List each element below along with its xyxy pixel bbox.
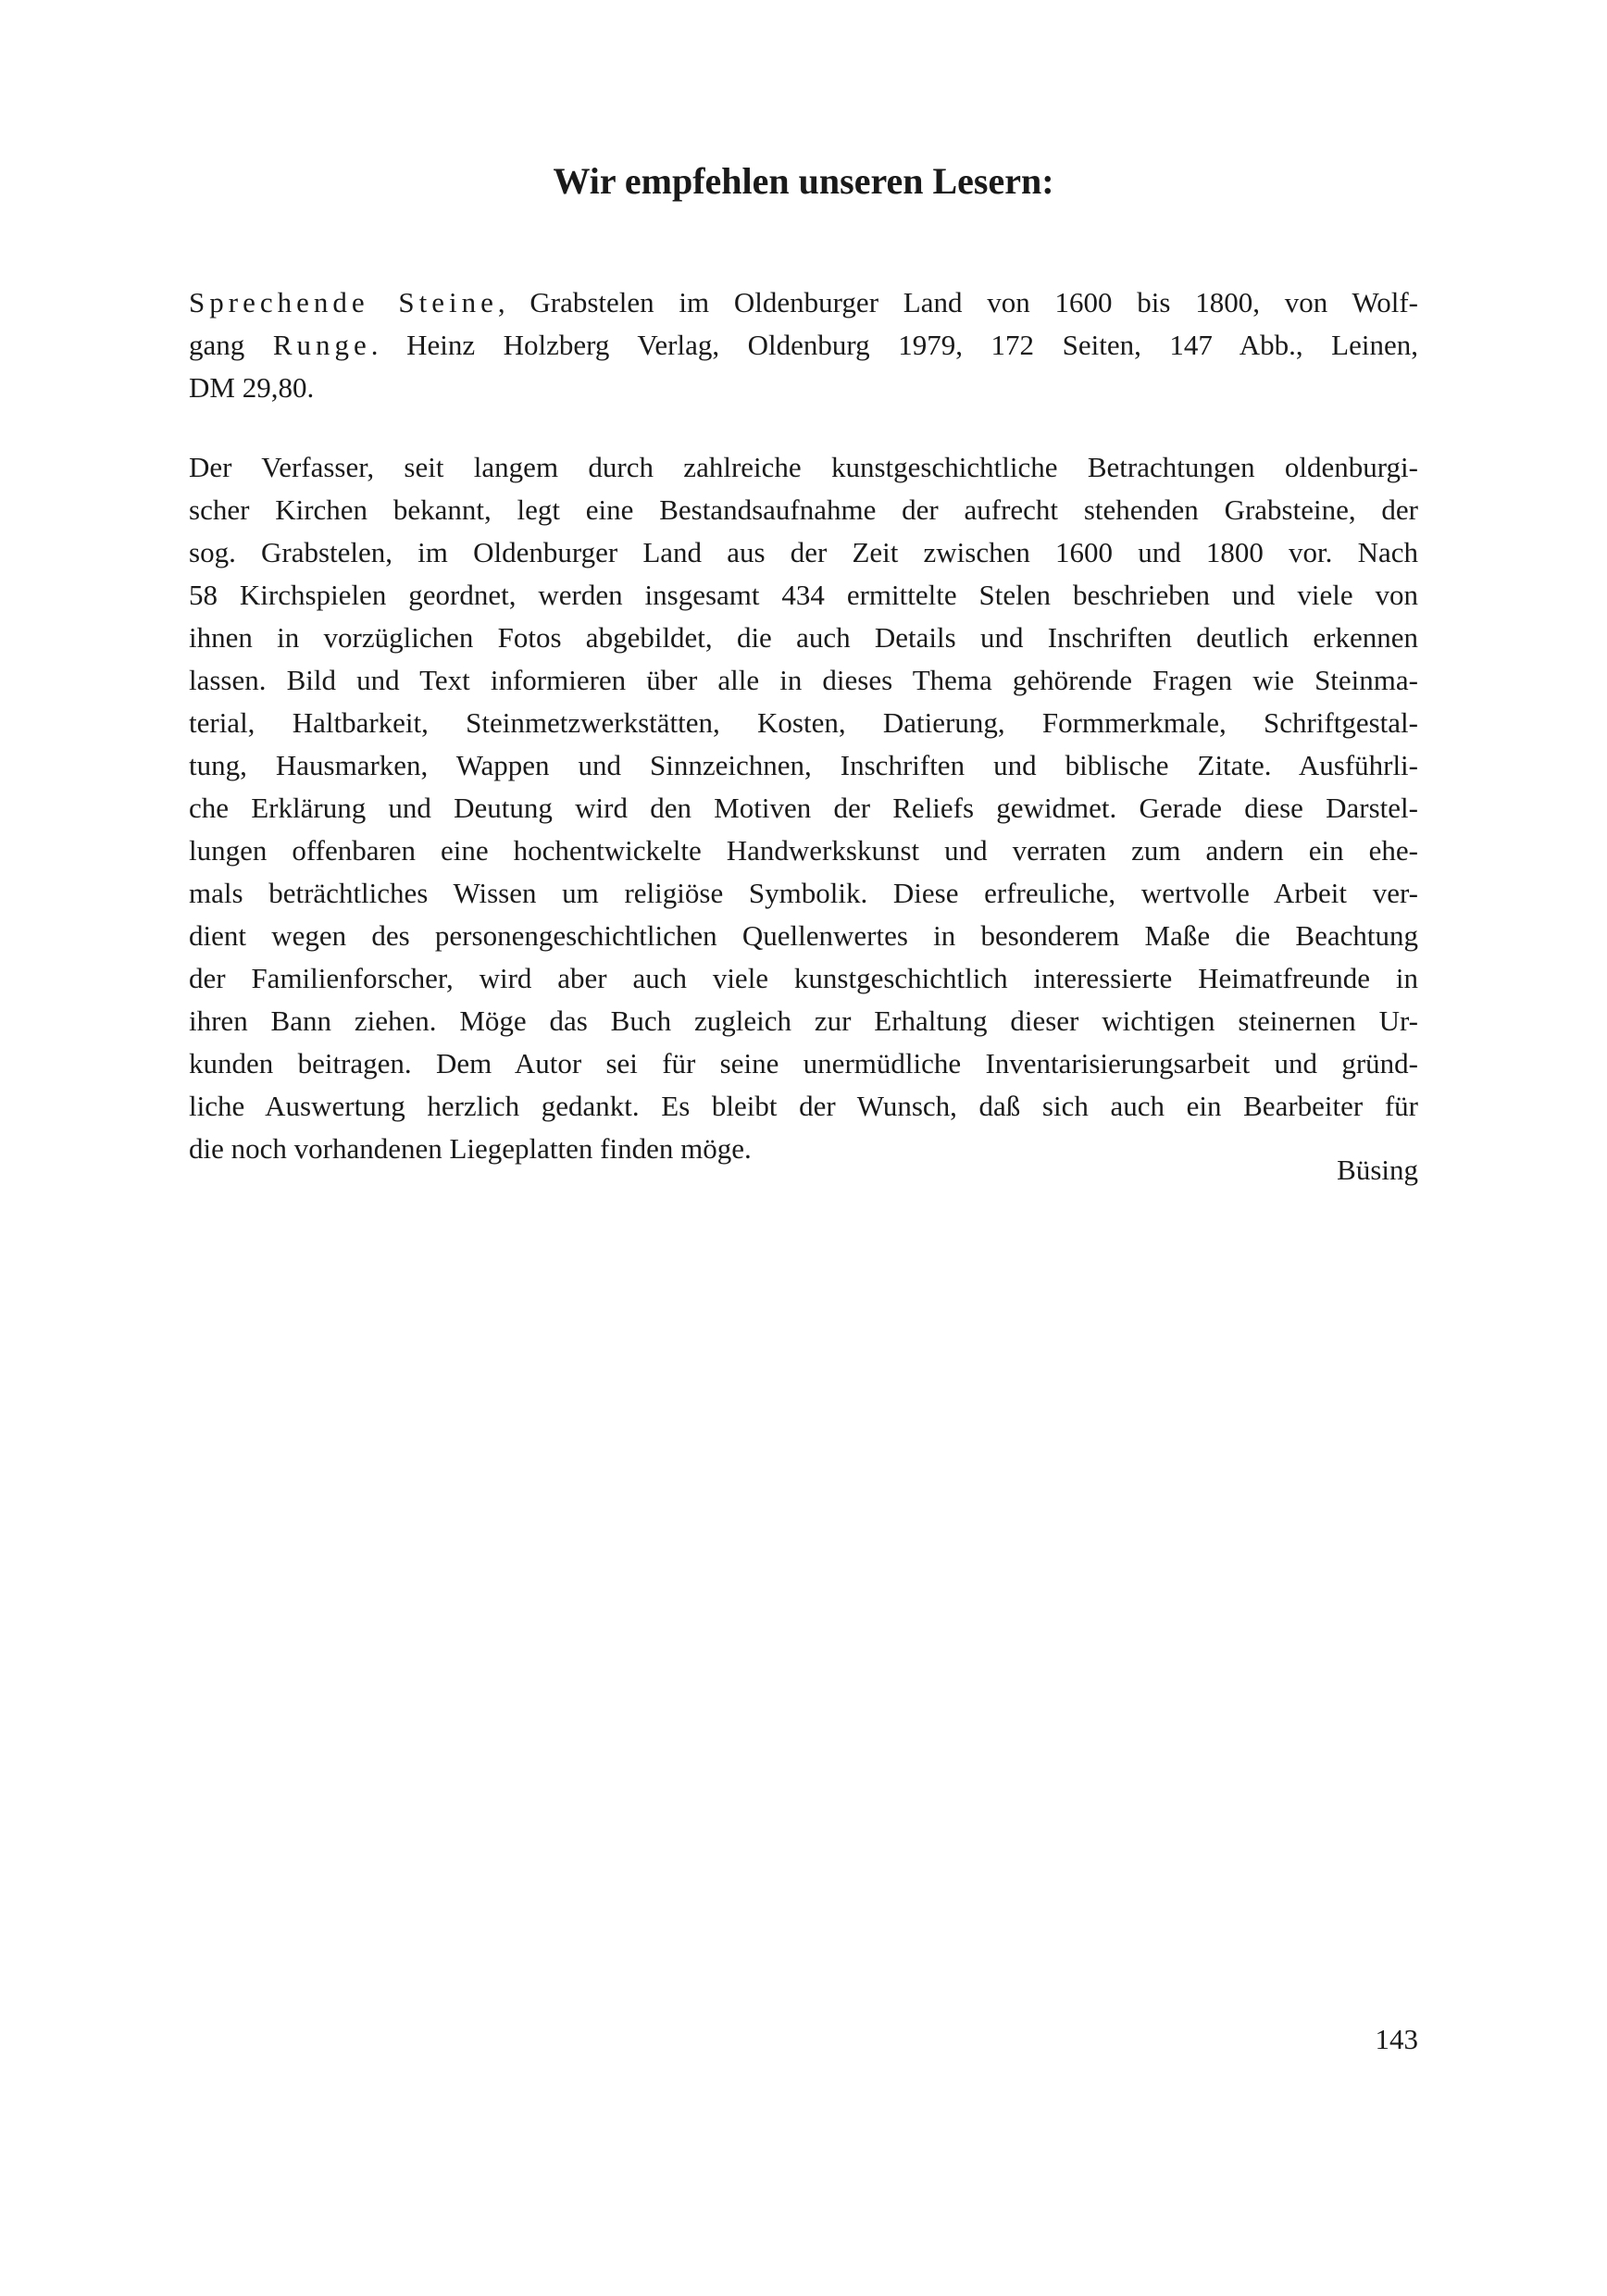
- book-author: Runge: [272, 329, 371, 361]
- page-title: Wir empfehlen unseren Lesern:: [553, 160, 1054, 202]
- reviewer-signature: Büsing: [1337, 1154, 1418, 1186]
- review-line: scher Kirchen bekannt, legt eine Bestandsaufnahme der aufrecht stehenden Grabsteine, der: [189, 493, 1418, 526]
- review-line: sog. Grabstelen, im Oldenburger Land aus der Zeit zwischen 1600 und 1800 vor. Nach: [189, 536, 1418, 568]
- review-line: che Erklärung und Deutung wird den Motiven der Reliefs gewidmet. Gerade diese Darstel-: [189, 792, 1418, 824]
- review-line: 58 Kirchspielen geordnet, werden insgesamt 434 ermittelte Stelen beschrieben und viele von: [189, 579, 1418, 611]
- review-line: die noch vorhandenen Liegeplatten finden möge.: [189, 1132, 752, 1165]
- review-line: terial, Haltbarkeit, Steinmetzwerkstätten, Kosten, Datierung, Formmerkmale, Schriftgestal-: [189, 706, 1418, 739]
- book-citation: [189, 281, 1418, 409]
- review-line: tung, Hausmarken, Wappen und Sinnzeichnen, Inschriften und biblische Zitate. Ausführli-: [189, 749, 1418, 781]
- book-title: Sprechende Steine: [189, 286, 498, 318]
- citation-line: [189, 324, 1418, 367]
- review-line: der Familienforscher, wird aber auch viele kunstgeschichtlich interessierte Heimatfreunde in: [189, 962, 1418, 994]
- review-line: kunden beitragen. Dem Autor sei für seine unermüdliche Inventarisierungsarbeit und gründ-: [189, 1047, 1418, 1079]
- citation-text: . Heinz Holzberg Verlag, Oldenburg 1979, 172 Seiten, 147 Abb., Leinen,: [370, 329, 1418, 361]
- review-line: dient wegen des personengeschichtlichen Quellenwertes in besonderem Maße die Beachtung: [189, 919, 1418, 952]
- review-line: mals beträchtliches Wissen um religiöse Symbolik. Diese erfreuliche, wertvolle Arbeit ver-: [189, 877, 1418, 909]
- review-paragraph: [189, 446, 1418, 1170]
- review-line: ihnen in vorzüglichen Fotos abgebildet, die auch Details und Inschriften deutlich erkennen: [189, 621, 1418, 654]
- citation-line: DM 29,80.: [189, 371, 315, 404]
- review-line: ihren Bann ziehen. Möge das Buch zugleich zur Erhaltung dieser wichtigen steinernen Ur-: [189, 1004, 1418, 1037]
- citation-line: [189, 281, 1418, 324]
- review-line: Der Verfasser, seit langem durch zahlreiche kunstgeschichtliche Betrachtungen oldenburgi-: [189, 451, 1418, 483]
- review-line: lassen. Bild und Text informieren über alle in dieses Thema gehörende Fragen wie Steinma-: [189, 664, 1418, 696]
- review-line: lungen offenbaren eine hochentwickelte Handwerkskunst und verraten zum andern ein ehe-: [189, 834, 1418, 867]
- page-number: 143: [1375, 2023, 1418, 2055]
- review-line: liche Auswertung herzlich gedankt. Es bleibt der Wunsch, daß sich auch ein Bearbeiter für: [189, 1090, 1418, 1122]
- citation-text: gang: [189, 329, 273, 361]
- citation-text: , Grabstelen im Oldenburger Land von 1600 bis 1800, von Wolf-: [497, 286, 1418, 318]
